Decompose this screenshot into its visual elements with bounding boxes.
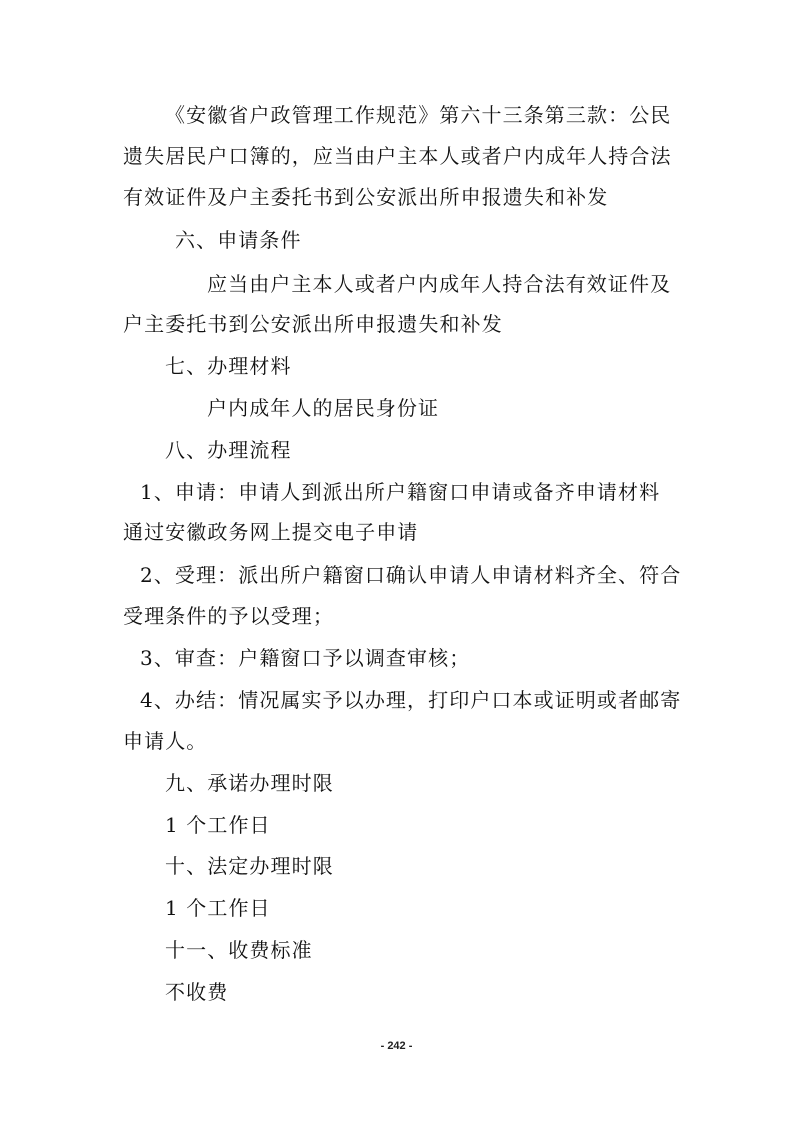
step-4-line-2: 申请人。 <box>123 729 208 753</box>
page-number: - 242 - <box>380 1040 413 1052</box>
step-1-line-1: 1、申请：申请人到派出所户籍窗口申请或备齐申请材料 <box>140 480 661 504</box>
section-6-heading: 六、申请条件 <box>175 228 302 252</box>
section-10-value: 1 个工作日 <box>165 896 271 920</box>
intro-line-2: 遗失居民户口簿的，应当由户主本人或者户内成年人持合法 <box>123 144 672 168</box>
step-2-line-1: 2、受理：派出所户籍窗口确认申请人申请材料齐全、符合 <box>140 563 682 587</box>
section-11-value: 不收费 <box>165 980 229 1004</box>
section-8-heading: 八、办理流程 <box>165 438 292 462</box>
section-6-line-1: 应当由户主本人或者户内成年人持合法有效证件及 <box>207 272 672 296</box>
step-4-line-1: 4、办结：情况属实予以办理，打印户口本或证明或者邮寄 <box>140 688 682 712</box>
intro-line-1: 《安徽省户政管理工作规范》第六十三条第三款：公民 <box>165 103 672 127</box>
step-3-line-1: 3、审查：户籍窗口予以调查审核； <box>140 646 471 670</box>
section-11-heading: 十一、收费标准 <box>165 938 313 962</box>
section-6-line-2: 户主委托书到公安派出所申报遗失和补发 <box>123 312 503 336</box>
intro-line-3: 有效证件及户主委托书到公安派出所申报遗失和补发 <box>123 185 609 209</box>
section-9-value: 1 个工作日 <box>165 813 271 837</box>
section-7-heading: 七、办理材料 <box>165 354 292 378</box>
step-1-line-2: 通过安徽政务网上提交电子申请 <box>123 520 419 544</box>
section-7-line-1: 户内成年人的居民身份证 <box>207 396 440 420</box>
step-2-line-2: 受理条件的予以受理； <box>123 604 334 628</box>
section-10-heading: 十、法定办理时限 <box>165 854 334 878</box>
section-9-heading: 九、承诺办理时限 <box>165 771 334 795</box>
